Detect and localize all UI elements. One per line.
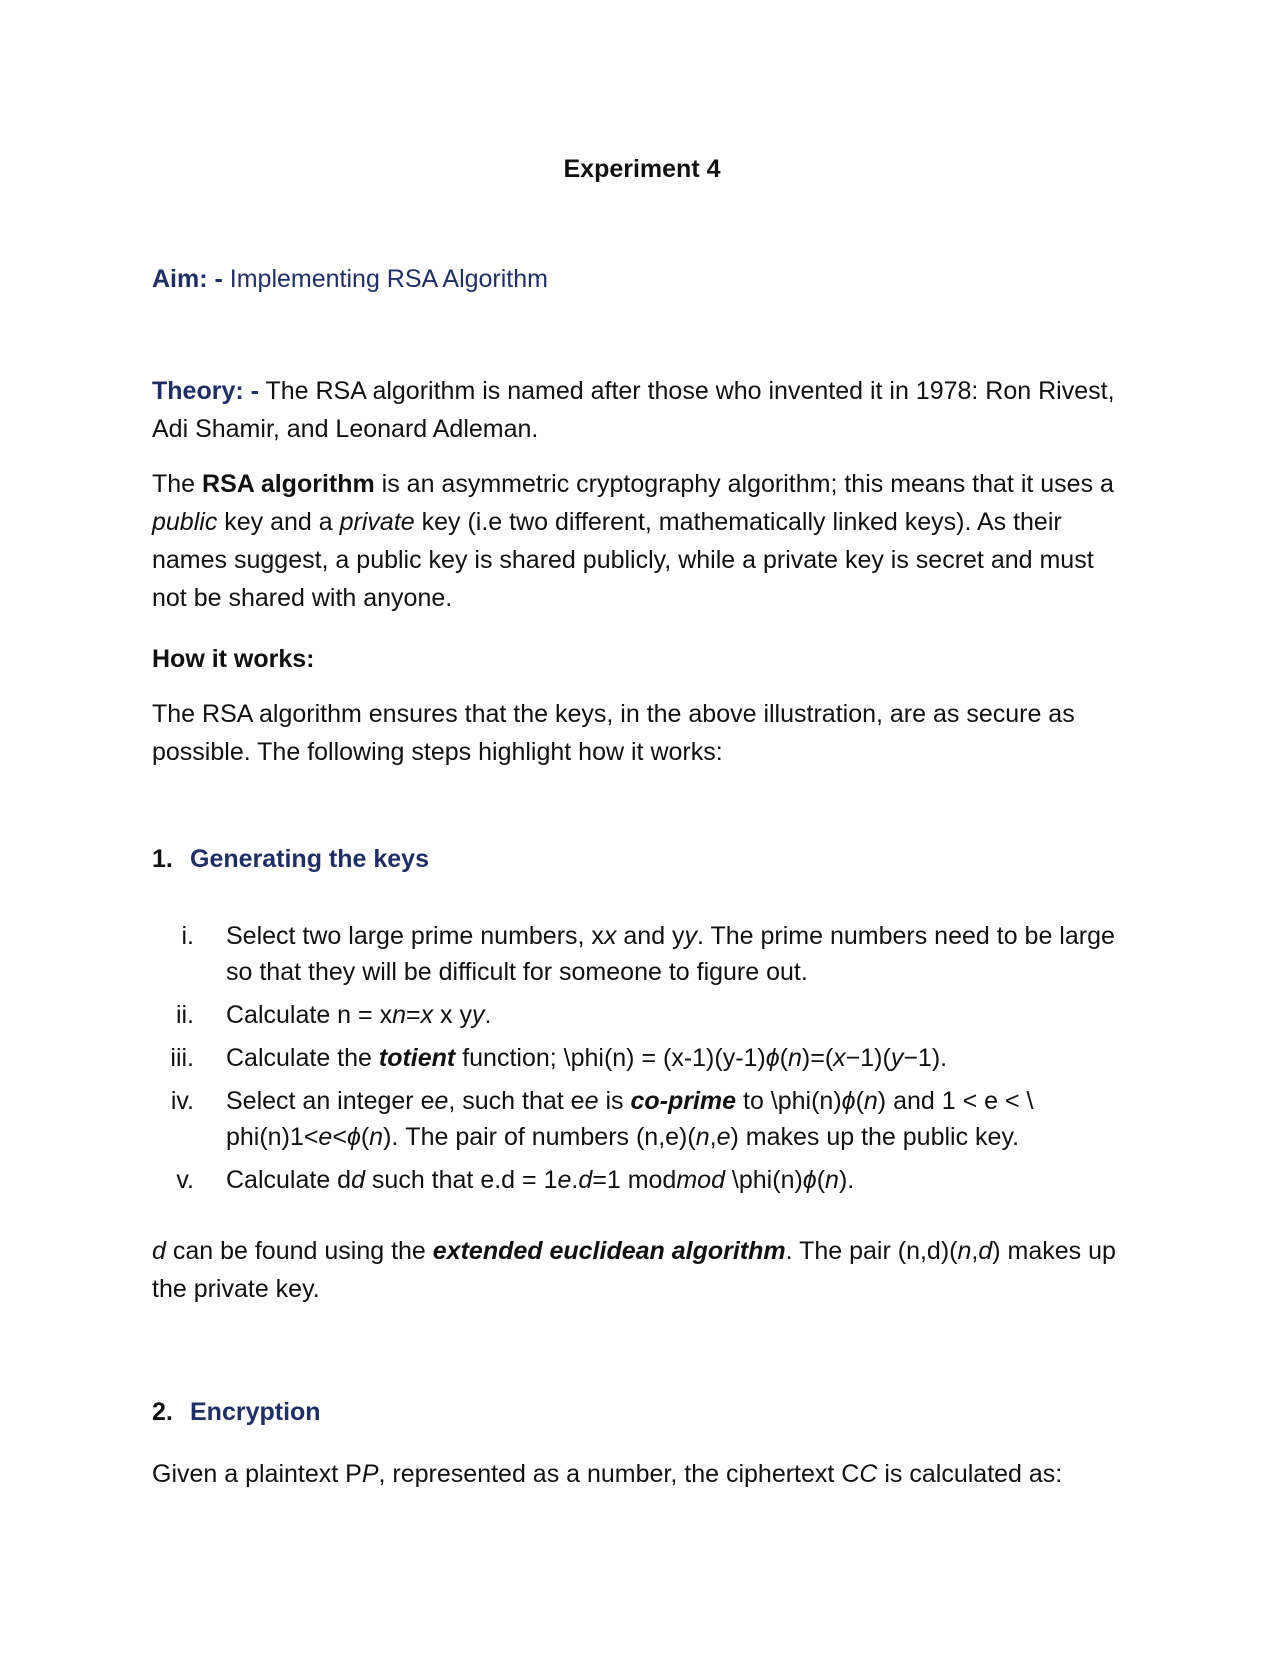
italic-term: n bbox=[369, 1123, 384, 1151]
text-run: , bbox=[709, 1123, 717, 1151]
italic-term: P bbox=[361, 1460, 379, 1488]
italic-term: y bbox=[890, 1044, 904, 1072]
text-run: −1)( bbox=[845, 1044, 891, 1072]
text-run: ). The pair of numbers (n,e)( bbox=[383, 1123, 696, 1151]
text-run: , bbox=[971, 1237, 979, 1265]
text-run: ) makes up the private key. bbox=[152, 1237, 1116, 1303]
theory-label: Theory: - bbox=[152, 377, 259, 405]
list-item bbox=[152, 997, 1132, 1033]
section-generating-keys bbox=[152, 842, 429, 876]
text-run: , such that e bbox=[448, 1087, 585, 1115]
italic-term: x bbox=[420, 1001, 434, 1029]
text-run: Calculate n = x bbox=[226, 1001, 393, 1029]
section-encryption bbox=[152, 1395, 321, 1429]
text-run: \phi(n) bbox=[724, 1166, 803, 1194]
text-run: = bbox=[405, 1001, 421, 1029]
text-run: function; \phi(n) = (x-1)(y-1) bbox=[455, 1044, 766, 1072]
section-heading: Encryption bbox=[190, 1398, 321, 1426]
list-marker: ii. bbox=[175, 1001, 194, 1029]
italic-term: n bbox=[392, 1001, 406, 1029]
italic-term: private bbox=[339, 508, 415, 536]
italic-term: ϕ bbox=[802, 1166, 817, 1194]
text-run: and y bbox=[616, 922, 685, 950]
list-marker: iv. bbox=[170, 1087, 194, 1115]
list-marker: i. bbox=[181, 922, 194, 950]
italic-term: n bbox=[695, 1123, 710, 1151]
page-title: Experiment 4 bbox=[563, 155, 721, 183]
italic-term: n bbox=[825, 1166, 839, 1194]
aim-text: Implementing RSA Algorithm bbox=[229, 265, 548, 293]
ciphertext-paragraph bbox=[152, 1455, 1132, 1493]
theory-paragraph bbox=[152, 372, 1132, 448]
text-run: ) and 1 < e < \ phi(n)1< bbox=[226, 1087, 1034, 1151]
private-key-paragraph bbox=[152, 1232, 1132, 1308]
ensure-paragraph: The RSA algorithm ensures that the keys, in the above illustration, are as secure as possible. The following steps highlight how it works: bbox=[152, 700, 1075, 766]
text-run: x y bbox=[433, 1001, 472, 1029]
list-item bbox=[152, 1040, 1132, 1076]
text-run: . The pair (n,d)( bbox=[785, 1237, 958, 1265]
rsa-paragraph bbox=[152, 465, 1132, 617]
italic-term: mod bbox=[676, 1166, 725, 1194]
italic-term: x bbox=[833, 1044, 846, 1072]
text-run: key and a bbox=[217, 508, 340, 536]
text-run: . bbox=[484, 1001, 492, 1029]
text-run: The bbox=[152, 470, 203, 498]
text-run: to \phi(n) bbox=[736, 1087, 842, 1115]
text-run: , represented as a number, the ciphertext C bbox=[378, 1460, 860, 1488]
bold-term: co-prime bbox=[630, 1087, 737, 1115]
text-run: Calculate d bbox=[226, 1166, 352, 1194]
section-number: 1. bbox=[152, 845, 173, 873]
italic-term: e bbox=[318, 1123, 333, 1151]
italic-term: d bbox=[152, 1237, 166, 1265]
text-run: −1). bbox=[903, 1044, 948, 1072]
bold-term: totient bbox=[378, 1044, 456, 1072]
italic-term: x bbox=[603, 922, 617, 950]
theory-text: The RSA algorithm is named after those who invented it in 1978: Ron Rivest, Adi Shamir, and Leonard Adleman. bbox=[152, 377, 1115, 443]
text-run: . bbox=[571, 1166, 579, 1194]
text-run: . The prime numbers need to be large so that they will be difficult for someone to figure out. bbox=[226, 922, 1115, 986]
text-run: is bbox=[598, 1087, 631, 1115]
text-run: such that e.d = 1 bbox=[364, 1166, 558, 1194]
italic-term: n bbox=[788, 1044, 802, 1072]
list-item bbox=[152, 918, 1132, 990]
list-marker: v. bbox=[176, 1166, 194, 1194]
text-run: is an asymmetric cryptography algorithm; this means that it uses a bbox=[374, 470, 1114, 498]
list-marker: iii. bbox=[170, 1044, 194, 1072]
italic-term: e bbox=[584, 1087, 599, 1115]
italic-term: C bbox=[859, 1460, 878, 1488]
list-item bbox=[152, 1162, 1132, 1198]
text-run: Calculate the bbox=[226, 1044, 379, 1072]
italic-term: e bbox=[434, 1087, 449, 1115]
italic-term: public bbox=[152, 508, 218, 536]
italic-term: n bbox=[863, 1087, 878, 1115]
aim-label: Aim: - bbox=[152, 265, 223, 293]
italic-term: d bbox=[351, 1166, 365, 1194]
text-run: ) makes up the public key. bbox=[730, 1123, 1020, 1151]
text-run: ( bbox=[816, 1166, 826, 1194]
italic-term: y bbox=[472, 1001, 485, 1029]
text-run: is calculated as: bbox=[877, 1460, 1063, 1488]
text-run: ( bbox=[855, 1087, 864, 1115]
bold-term: RSA algorithm bbox=[202, 470, 375, 498]
italic-term: ϕ bbox=[841, 1087, 856, 1115]
text-run: ( bbox=[360, 1123, 370, 1151]
text-run: =1 mod bbox=[592, 1166, 677, 1194]
aim-line bbox=[152, 262, 548, 296]
italic-term: e bbox=[557, 1166, 572, 1194]
section-number: 2. bbox=[152, 1398, 173, 1426]
italic-term: d bbox=[978, 1237, 993, 1265]
bold-term: extended euclidean algorithm bbox=[432, 1237, 786, 1265]
text-run: < bbox=[332, 1123, 347, 1151]
text-run: ). bbox=[838, 1166, 855, 1194]
text-run: ( bbox=[779, 1044, 788, 1072]
list-item bbox=[152, 1083, 1132, 1155]
text-run: Given a plaintext P bbox=[152, 1460, 362, 1488]
steps-list bbox=[152, 918, 1132, 1205]
text-run: )=( bbox=[801, 1044, 834, 1072]
text-run: Select two large prime numbers, x bbox=[226, 922, 604, 950]
text-run: can be found using the bbox=[165, 1237, 433, 1265]
text-run: key (i.e two different, mathematically linked keys). As their names suggest, a public key is shared publicly, while a private key is secret and must not be shared with anyone. bbox=[152, 508, 1094, 612]
how-it-works-heading: How it works: bbox=[152, 645, 315, 673]
italic-term: e bbox=[716, 1123, 731, 1151]
italic-term: y bbox=[684, 922, 698, 950]
italic-term: ϕ bbox=[346, 1123, 361, 1151]
italic-term: d bbox=[578, 1166, 593, 1194]
text-run: Select an integer e bbox=[226, 1087, 435, 1115]
italic-term: n bbox=[957, 1237, 972, 1265]
section-heading: Generating the keys bbox=[190, 845, 429, 873]
italic-term: ϕ bbox=[765, 1044, 780, 1072]
